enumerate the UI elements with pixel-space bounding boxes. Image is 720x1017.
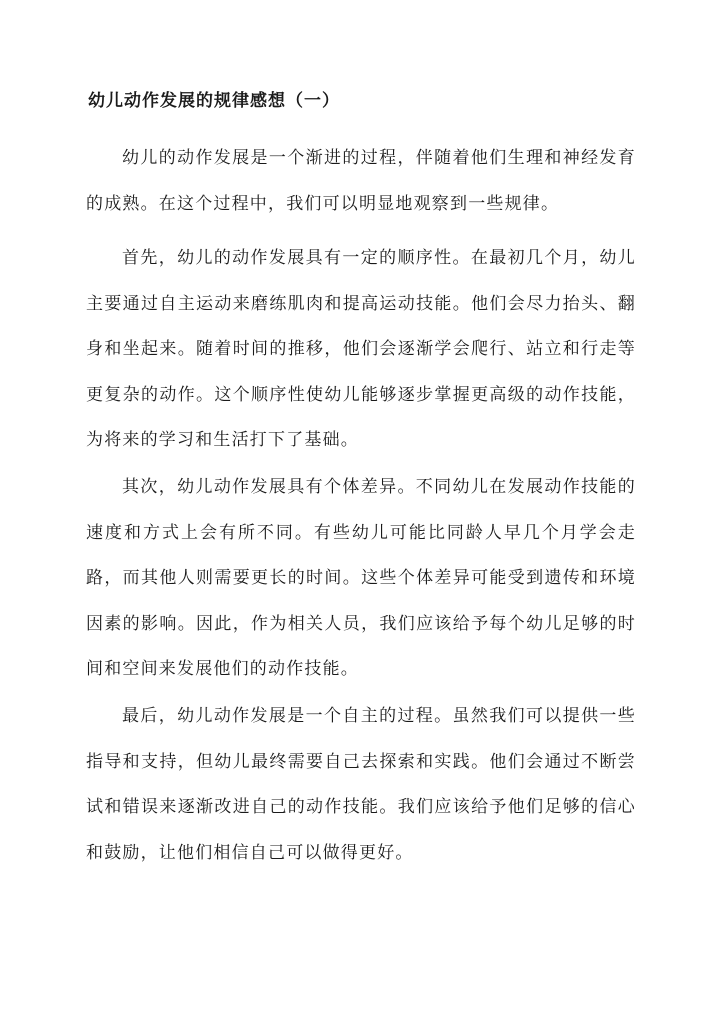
paragraph-sequence: 首先，幼儿的动作发展具有一定的顺序性。在最初几个月，幼儿主要通过自主运动来磨练肌肉和提高运动技能。他们会尽力抬头、翻身和坐起来。随着时间的推移，他们会逐渐学会爬行、站立和行走等更复杂的动作。这个顺序性使幼儿能够逐步掌握更高级的动作技能，为将来的学习和生活打下了基础。 xyxy=(86,248,636,450)
paragraph-individual-differences: 其次，幼儿动作发展具有个体差异。不同幼儿在发展动作技能的速度和方式上会有所不同。有些幼儿可能比同龄人早几个月学会走路，而其他人则需要更长的时间。这些个体差异可能受到遗传和环境因素的影响。因此，作为相关人员，我们应该给予每个幼儿足够的时间和空间来发展他们的动作技能。 xyxy=(86,477,636,679)
document-title: 幼儿动作发展的规律感想（一） xyxy=(88,91,340,111)
paragraph-autonomy: 最后，幼儿动作发展是一个自主的过程。虽然我们可以提供一些指导和支持，但幼儿最终需要自己去探索和实践。他们会通过不断尝试和错误来逐渐改进自己的动作技能。我们应该给予他们足够的信心和鼓励，让他们相信自己可以做得更好。 xyxy=(86,706,636,863)
paragraph-intro: 幼儿的动作发展是一个渐进的过程，伴随着他们生理和神经发育的成熟。在这个过程中，我们可以明显地观察到一些规律。 xyxy=(86,148,636,214)
